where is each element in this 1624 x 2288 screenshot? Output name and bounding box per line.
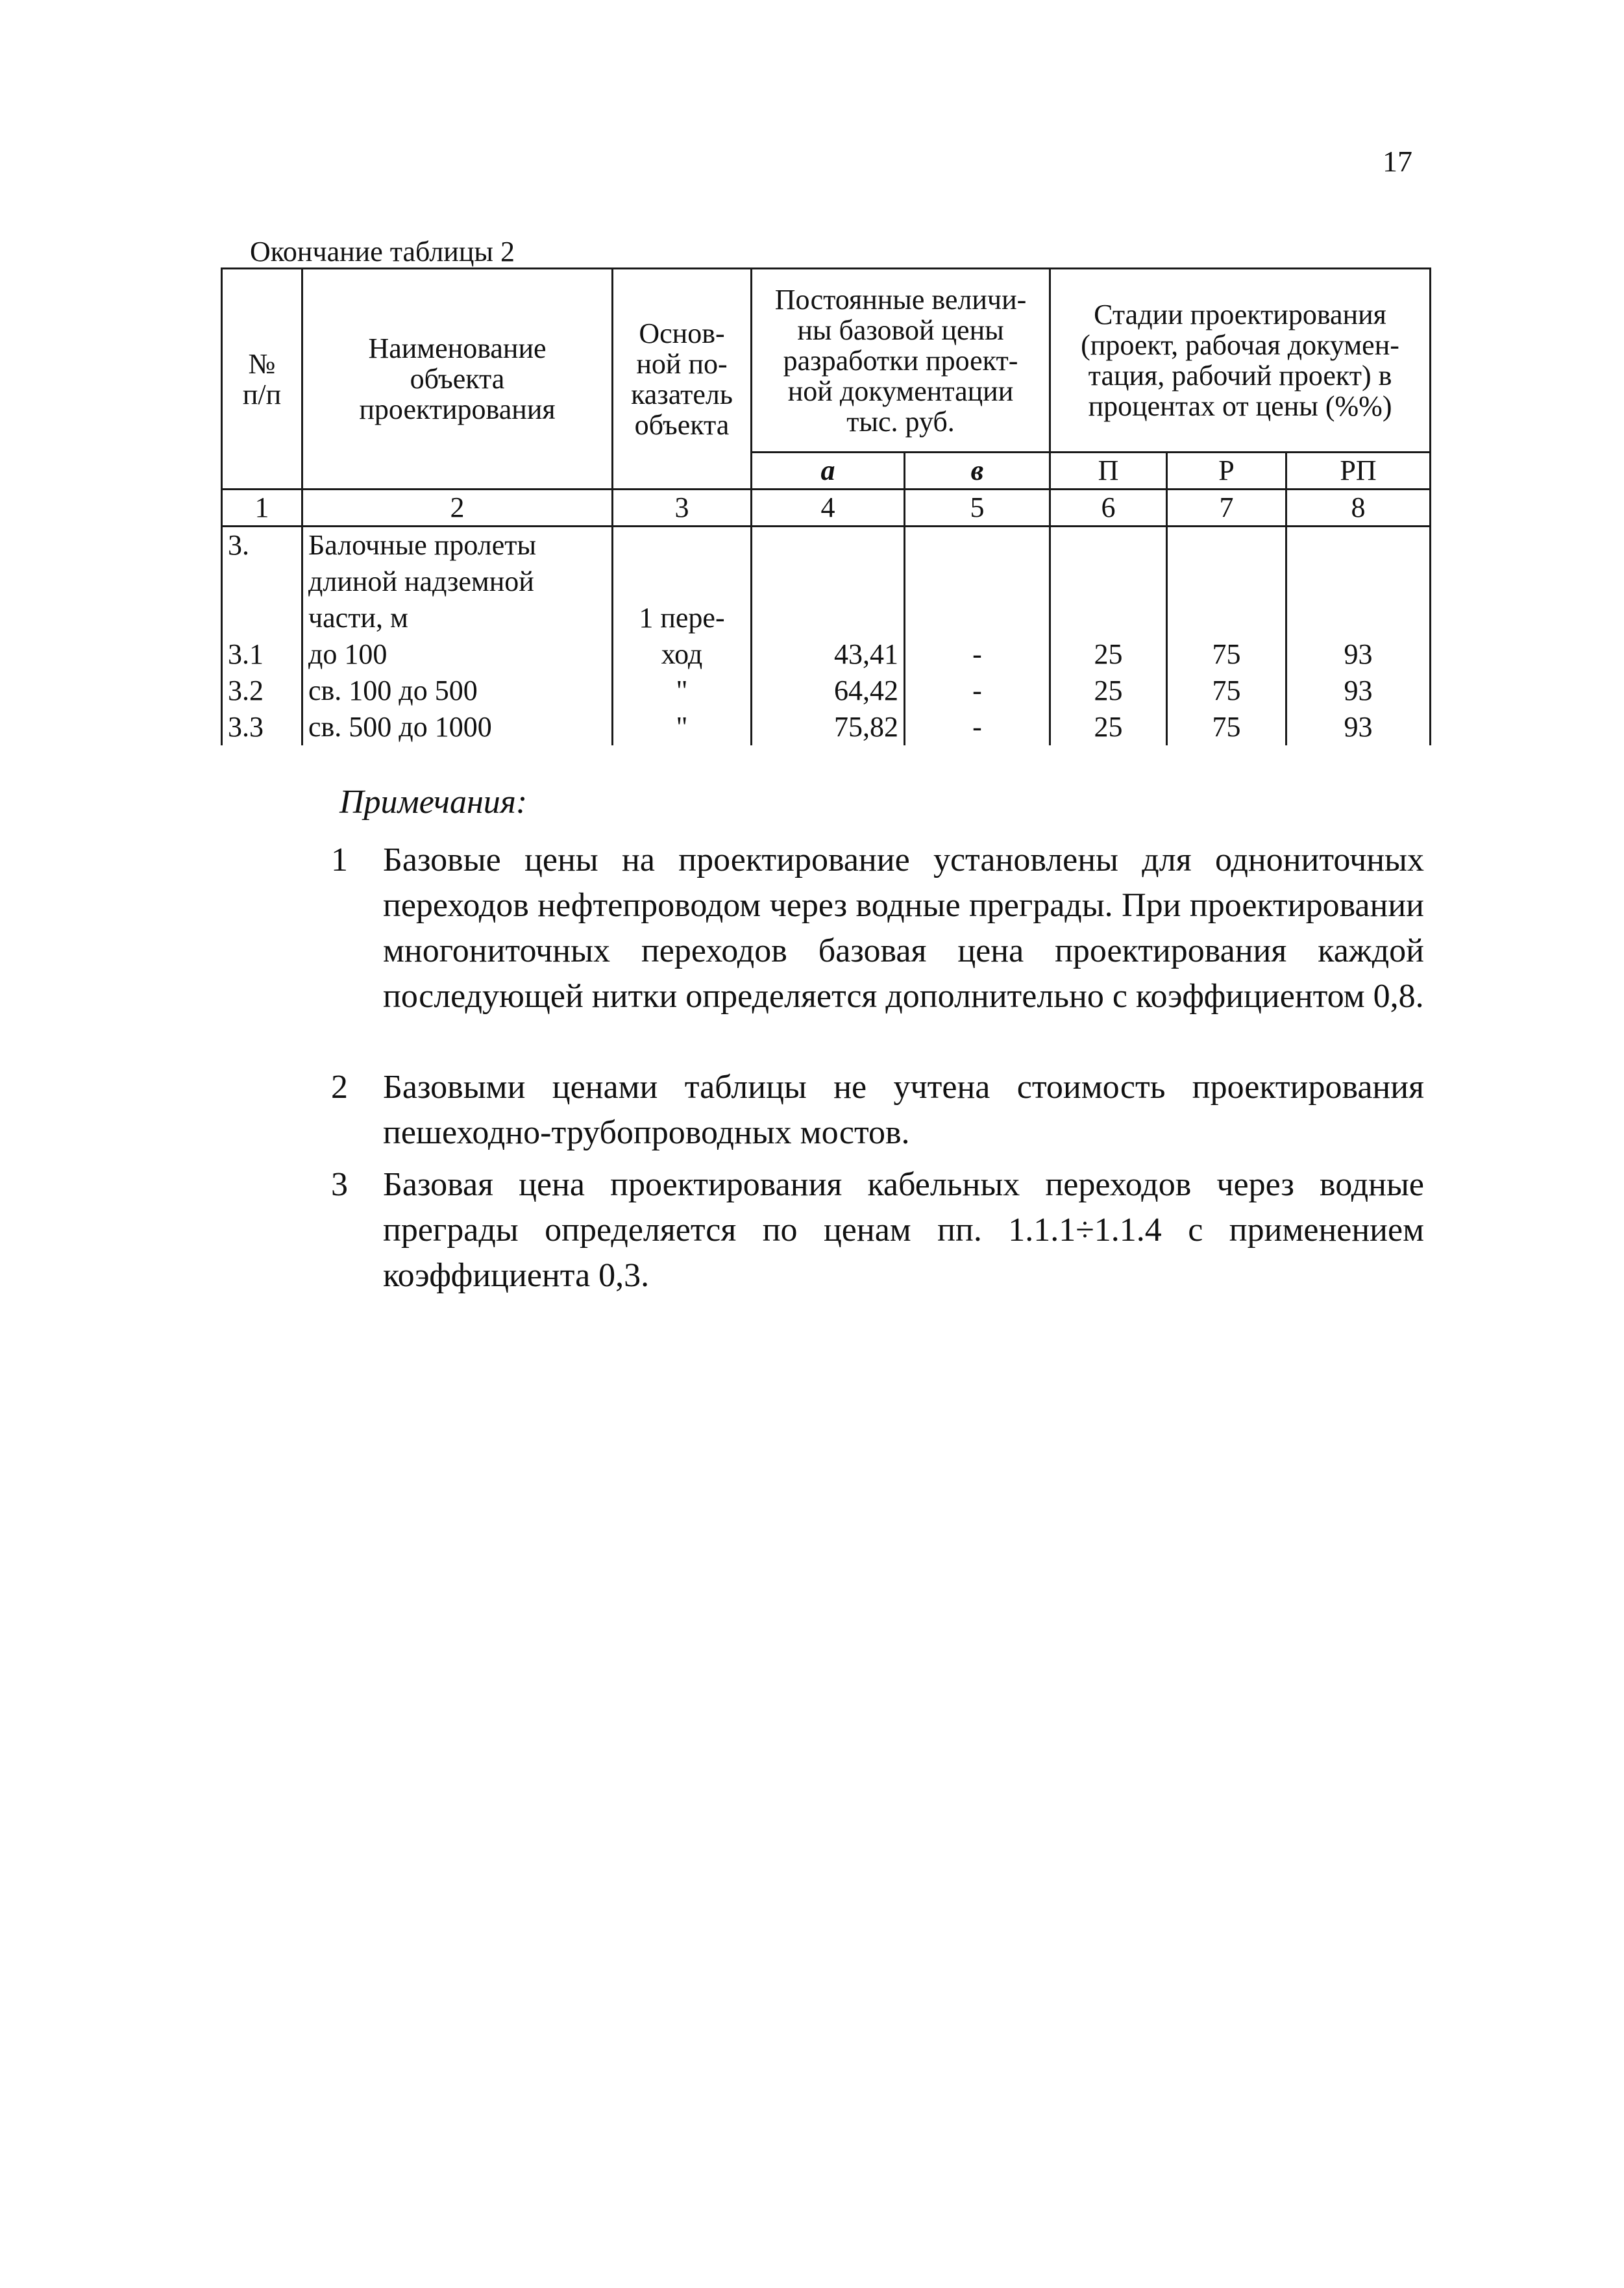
value-r-cell [1167, 527, 1286, 746]
object-names: Балочные пролеты длиной надземной части, м до 100 св. 100 до 500 св. 500 до 1000 [308, 529, 537, 743]
object-names-cell [302, 527, 613, 746]
indicator-values: 1 пере- ход " " [639, 602, 725, 743]
column-number: 4 [752, 490, 905, 527]
column-number: 8 [1286, 490, 1431, 527]
note-1 [331, 838, 1424, 1019]
header-object-name: Наименование объекта проектирования [302, 269, 613, 490]
column-numbers-row [222, 490, 1431, 527]
subheader-p: П [1050, 453, 1167, 490]
price-table [221, 267, 1431, 745]
note-text: Базовые цены на проектирование установлены для однониточных переходов нефтепроводом через водные преграды. При проектировании многониточных переходов базовая цена проектирования каждой последующей нитки определяется дополнительно с коэффициентом 0,8. [383, 841, 1424, 1015]
row-numbers-cell [222, 527, 302, 746]
value-b-cell [905, 527, 1050, 746]
subheader-r: Р [1167, 453, 1286, 490]
value-p-cell [1050, 527, 1167, 746]
header-main-indicator: Основ- ной по- казатель объекта [613, 269, 752, 490]
header-number: № п/п [222, 269, 302, 490]
note-text: Базовая цена проектирования кабельных переходов через водные преграды определяется по ценам пп. 1.1.1÷1.1.4 с применением коэффициента 0,3. [383, 1166, 1424, 1294]
value-rp-cell [1286, 527, 1431, 746]
header-design-stages: Стадии проектирования (проект, рабочая докумен- тация, рабочий проект) в процентах от цены (%%) [1050, 269, 1431, 453]
column-number: 3 [613, 490, 752, 527]
subheader-rp: РП [1286, 453, 1431, 490]
row-numbers: 3. 3.1 3.2 3.3 [228, 529, 264, 743]
note-text: Базовыми ценами таблицы не учтена стоимость проектирования пешеходно-трубопроводных мостов. [383, 1069, 1424, 1151]
value-r: 75 75 75 [1212, 638, 1241, 743]
header-base-price: Постоянные величи- ны базовой цены разработки проект- ной документации тыс. руб. [752, 269, 1050, 453]
table-body-row [222, 527, 1431, 746]
value-b: - - - [972, 638, 982, 743]
note-number: 1 [331, 841, 348, 878]
indicator-cell [613, 527, 752, 746]
subheader-b: в [905, 453, 1050, 490]
column-number: 2 [302, 490, 613, 527]
notes-title: Примечания: [339, 784, 528, 821]
value-p: 25 25 25 [1094, 638, 1123, 743]
subheader-a: а [752, 453, 905, 490]
note-3 [331, 1162, 1424, 1299]
value-rp: 93 93 93 [1344, 638, 1373, 743]
page-number: 17 [1383, 145, 1412, 178]
note-2 [331, 1065, 1424, 1156]
column-number: 5 [905, 490, 1050, 527]
value-a-cell [752, 527, 905, 746]
note-number: 2 [331, 1069, 348, 1106]
table-caption: Окончание таблицы 2 [250, 236, 515, 267]
column-number: 1 [222, 490, 302, 527]
header-row [222, 269, 1431, 453]
note-number: 3 [331, 1166, 348, 1203]
value-a: 43,41 64,42 75,82 [834, 638, 898, 743]
column-number: 6 [1050, 490, 1167, 527]
column-number: 7 [1167, 490, 1286, 527]
